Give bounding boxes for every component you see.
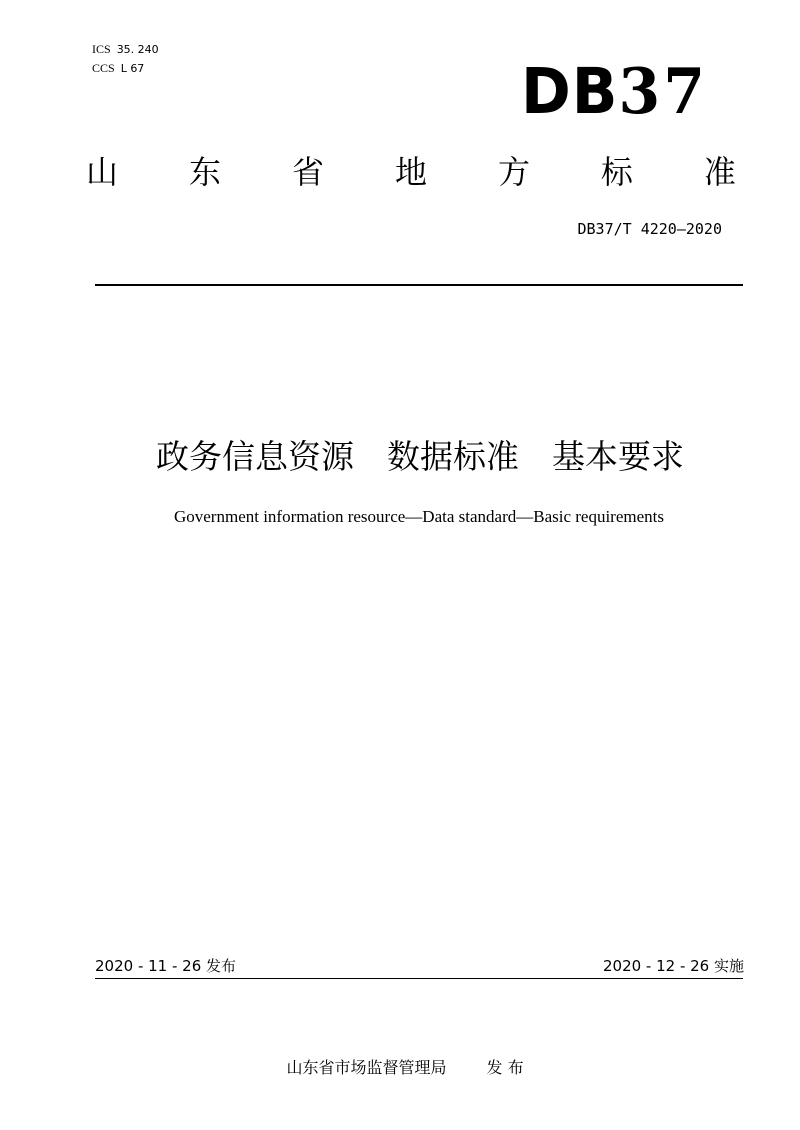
implement-date: 2020 - 12 - 26 实施 — [602, 957, 744, 975]
issuer-action: 发 布 — [486, 1058, 524, 1077]
publish-date: 2020 - 11 - 26 发布 — [95, 957, 237, 975]
footer-divider — [95, 978, 743, 979]
standard-number: DB37/T 4220—2020 — [577, 220, 722, 238]
ics-line — [92, 40, 159, 59]
category-char: 准 — [703, 153, 736, 191]
category-char: 方 — [497, 153, 530, 191]
category-char: 地 — [394, 153, 427, 191]
category-char: 省 — [291, 153, 324, 191]
db-logo-number: 37 — [618, 55, 708, 129]
issuer-line — [0, 1032, 800, 1080]
ics-label: ICS — [92, 42, 111, 56]
db-logo-letters: DB — [520, 55, 619, 129]
ccs-label: CCS — [92, 61, 115, 75]
classification-codes — [92, 40, 159, 78]
issuer-name: 山东省市场监督管理局 — [286, 1058, 447, 1077]
standard-category — [86, 150, 736, 194]
ccs-value: L 67 — [120, 62, 145, 75]
header-divider — [95, 284, 743, 286]
document-title-english: Government information resource—Data standard—Basic requirements — [173, 507, 664, 526]
ics-value: 35. 240 — [116, 43, 159, 56]
ccs-line — [92, 59, 159, 78]
db-logo — [521, 52, 708, 132]
category-char: 东 — [188, 153, 221, 191]
document-title: 政务信息资源 数据标准 基本要求 — [156, 437, 684, 476]
category-char: 山 — [86, 153, 119, 191]
category-char: 标 — [600, 153, 633, 191]
